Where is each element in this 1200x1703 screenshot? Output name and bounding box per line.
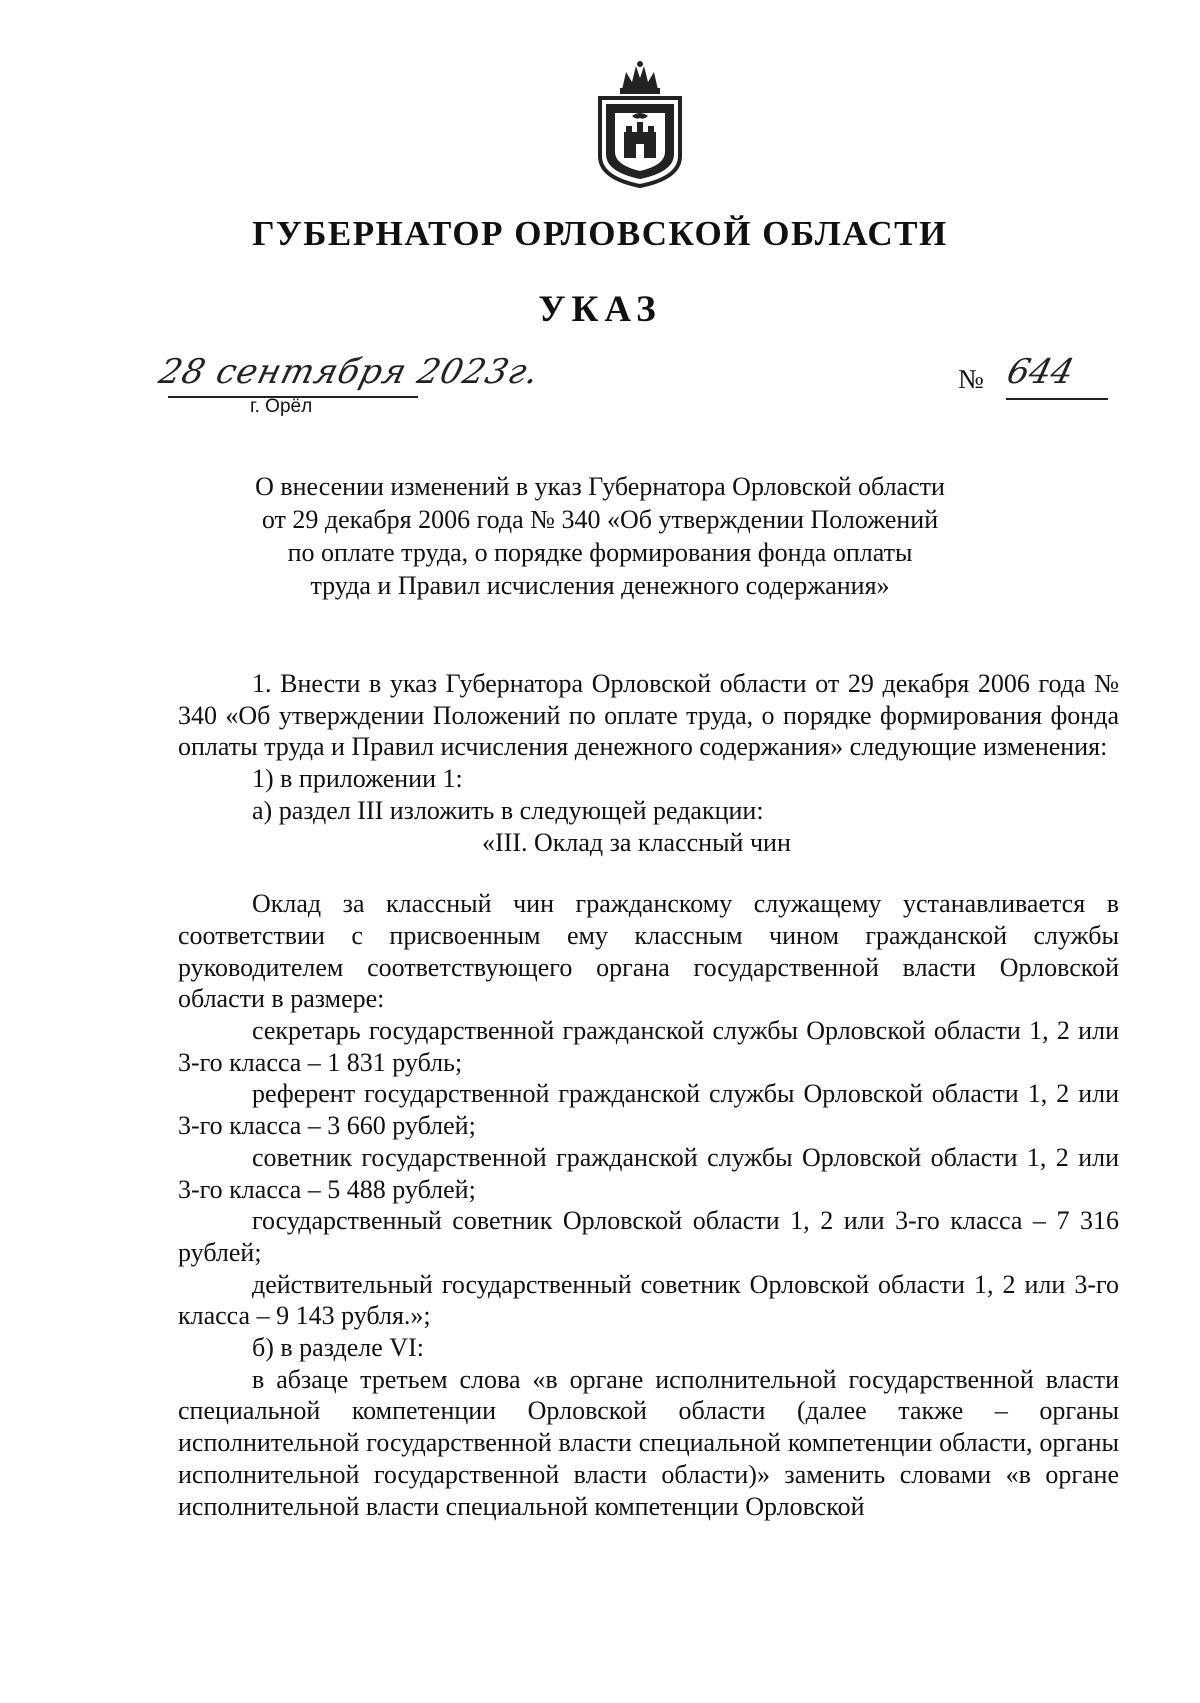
city-label: г. Орёл bbox=[250, 396, 313, 417]
paragraph: секретарь государственной гражданской службы Орловской области 1, 2 или 3-го класса – 1 831 рубль; bbox=[178, 1016, 1119, 1077]
document-number-block bbox=[958, 352, 1108, 402]
title-line: по оплате труда, о порядке формирования фонда оплаты bbox=[287, 538, 913, 567]
section-heading: «III. Оклад за классный чин bbox=[482, 827, 791, 857]
paragraph: а) раздел III изложить в следующей редакции: bbox=[252, 795, 764, 825]
paragraph: референт государственной гражданской службы Орловской области 1, 2 или 3-го класса – 3 660 рублей; bbox=[178, 1079, 1119, 1141]
paragraph: Оклад за классный чин гражданскому служащему устанавливается в соответствии с присвоенным ему классным чином гражданской службы руководителем соответствующего органа государственной власти Орловской области в размере: bbox=[178, 889, 1119, 1014]
handwritten-date: 28 сентября 2023г. bbox=[155, 352, 544, 392]
paragraph: в абзаце третьем слова «в органе исполнительной государственной власти специальной компетенции Орловской области (далее также – органы исполнительной государственной власти специальной компетенции области, органы исполнительной государственной власти области)» заменить словами «в органе исполнительной власти специальной компетенции Орловской bbox=[178, 1364, 1119, 1521]
document-title bbox=[0, 470, 1200, 602]
paragraph: б) в разделе VI: bbox=[252, 1333, 424, 1363]
paragraph: 1. Внести в указ Губернатора Орловской области от 29 декабря 2006 года № 340 «Об утверждении Положений по оплате труда, о порядке формирования фонда оплаты труда и Правил исчисления денежного содержания» следующие изменения: bbox=[178, 669, 1119, 762]
title-line: от 29 декабря 2006 года № 340 «Об утверждении Положений bbox=[261, 505, 939, 534]
paragraph: советник государственной гражданской службы Орловской области 1, 2 или 3-го класса – 5 488 рублей; bbox=[178, 1142, 1119, 1204]
number-underline bbox=[1006, 398, 1108, 400]
paragraph: 1) в приложении 1: bbox=[252, 764, 463, 794]
paragraph: действительный государственный советник Орловской области 1, 2 или 3-го класса – 9 143 рубля.»; bbox=[178, 1269, 1119, 1331]
date-block bbox=[155, 352, 544, 422]
paragraph: государственный советник Орловской области 1, 2 или 3-го класса – 7 316 рублей; bbox=[178, 1206, 1119, 1267]
title-line: О внесении изменений в указ Губернатора Орловской области bbox=[255, 472, 945, 501]
coat-of-arms-emblem bbox=[592, 60, 688, 188]
document-type: УКАЗ bbox=[538, 289, 662, 330]
issuing-authority: ГУБЕРНАТОР ОРЛОВСКОЙ ОБЛАСТИ bbox=[252, 214, 948, 253]
number-sign: № bbox=[958, 364, 984, 394]
title-line: труда и Правил исчисления денежного содержания» bbox=[310, 571, 890, 600]
handwritten-number: 644 bbox=[1003, 352, 1078, 392]
document-body bbox=[178, 668, 1119, 1522]
